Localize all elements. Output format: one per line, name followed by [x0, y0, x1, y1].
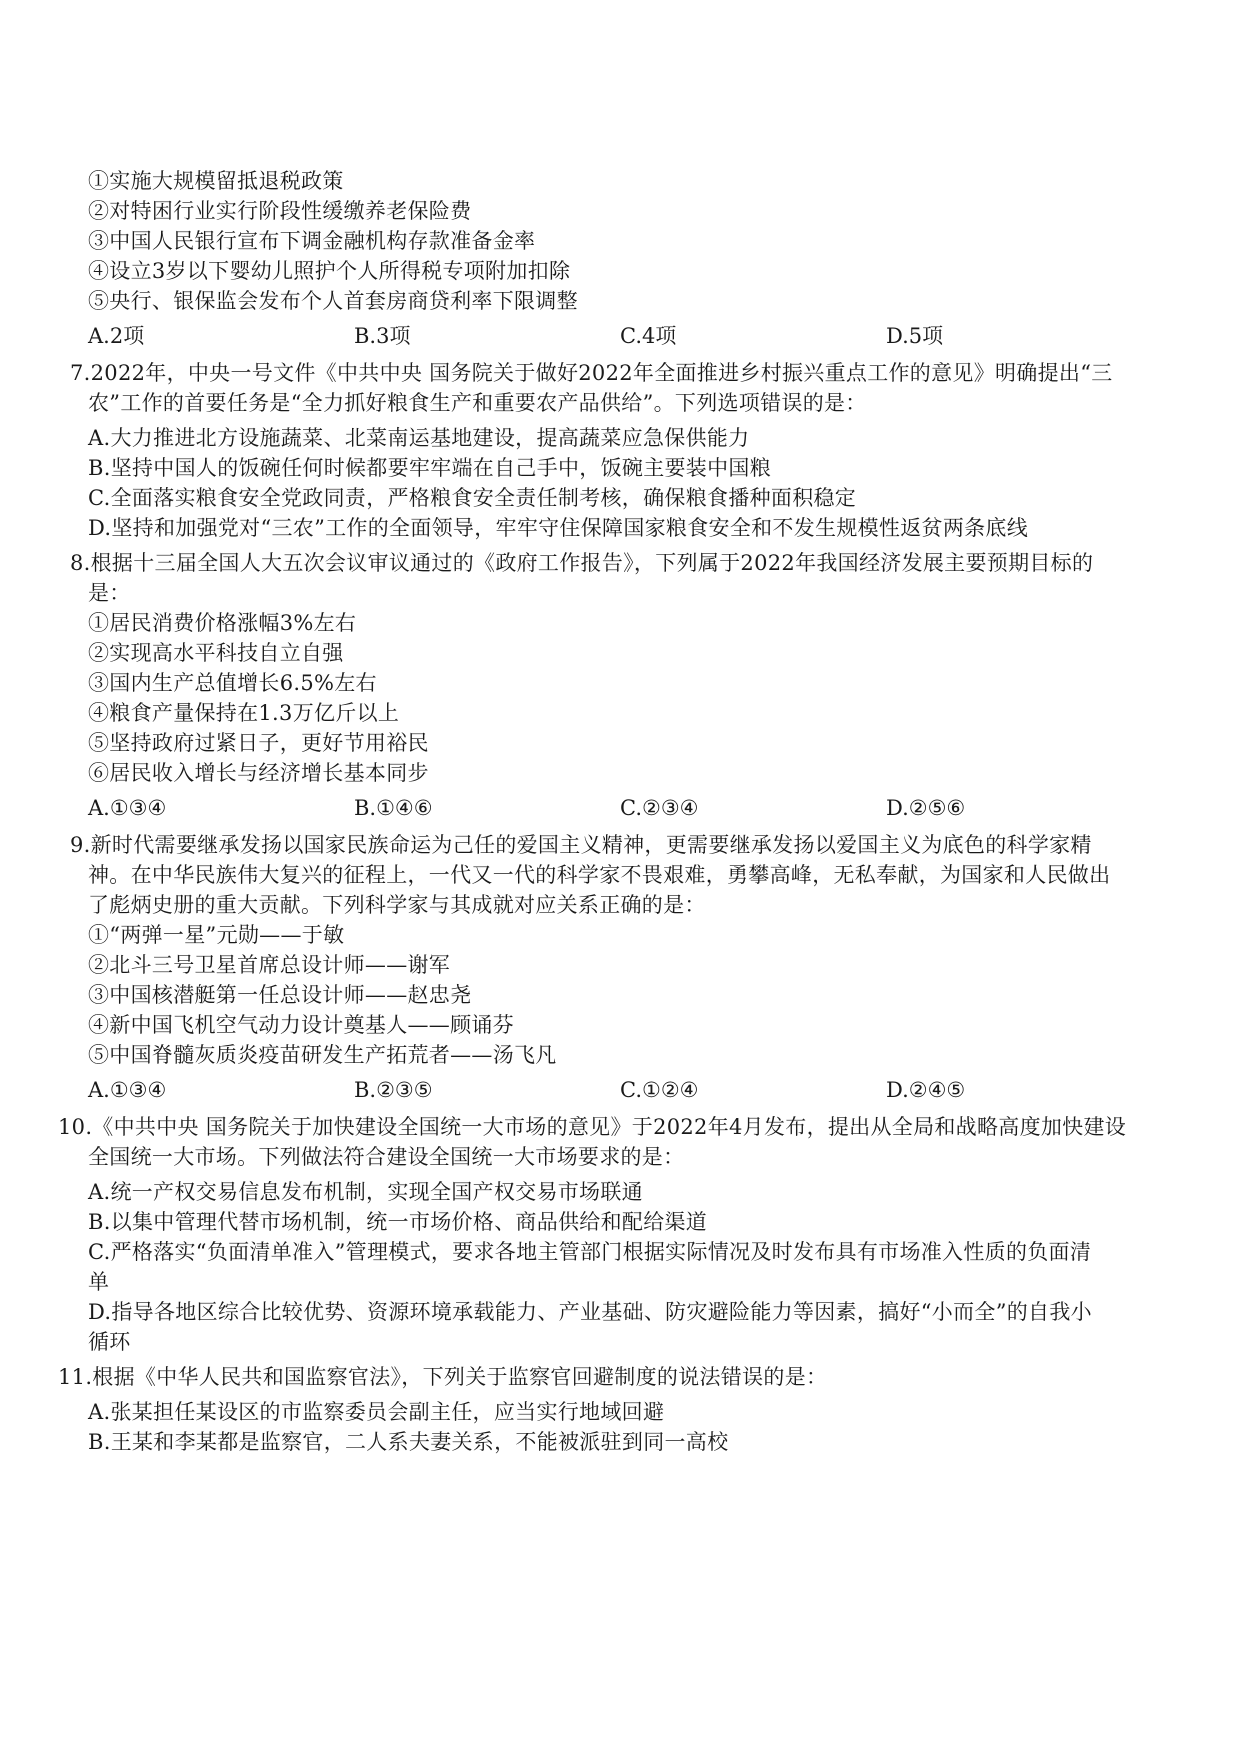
q8-option-a: A.①③④ — [88, 796, 167, 820]
q7-stem-line-1: 7.2022年，中央一号文件《中共中央 国务院关于做好2022年全面推进乡村振兴重点工作的意见》明确提出“三 — [70, 361, 1113, 385]
q10-option-b: B.以集中管理代替市场机制，统一市场价格、商品供给和配给渠道 — [88, 1210, 708, 1234]
q11-option-b: B.王某和李某都是监察官，二人系夫妻关系，不能被派驻到同一高校 — [88, 1430, 729, 1454]
q7-option-a: A.大力推进北方设施蔬菜、北菜南运基地建设，提高蔬菜应急保供能力 — [88, 426, 750, 450]
q8-item-1: ①居民消费价格涨幅3%左右 — [88, 611, 357, 635]
q6-option-d: D.5项 — [886, 324, 944, 348]
q7-stem-line-2: 农”工作的首要任务是“全力抓好粮食生产和重要农产品供给”。下列选项错误的是： — [88, 391, 867, 415]
q10-stem-line-2: 全国统一大市场。下列做法符合建设全国统一大市场要求的是： — [88, 1145, 685, 1169]
q9-item-4: ④新中国飞机空气动力设计奠基人——顾诵芬 — [88, 1013, 514, 1037]
q8-item-2: ②实现高水平科技自立自强 — [88, 641, 344, 665]
q6-item-1: ①实施大规模留抵退税政策 — [88, 169, 344, 193]
q8-item-3: ③国内生产总值增长6.5%左右 — [88, 671, 377, 695]
q7-option-c: C.全面落实粮食安全党政同责，严格粮食安全责任制考核，确保粮食播种面积稳定 — [88, 486, 857, 510]
q8-item-6: ⑥居民收入增长与经济增长基本同步 — [88, 761, 429, 785]
q9-item-5: ⑤中国脊髓灰质炎疫苗研发生产拓荒者——汤飞凡 — [88, 1043, 557, 1067]
q6-option-a: A.2项 — [88, 324, 145, 348]
q6-item-3: ③中国人民银行宣布下调金融机构存款准备金率 — [88, 229, 536, 253]
q6-item-5: ⑤央行、银保监会发布个人首套房商贷利率下限调整 — [88, 289, 578, 313]
q6-item-2: ②对特困行业实行阶段性缓缴养老保险费 — [88, 199, 472, 223]
q8-option-d: D.②⑤⑥ — [886, 796, 966, 820]
q9-option-b: B.②③⑤ — [354, 1078, 433, 1102]
q9-option-d: D.②④⑤ — [886, 1078, 966, 1102]
q9-stem-line-3: 了彪炳史册的重大贡献。下列科学家与其成就对应关系正确的是： — [88, 893, 706, 917]
q10-stem-line-1: 10.《中共中央 国务院关于加快建设全国统一大市场的意见》于2022年4月发布，提出从全局和战略高度加快建设 — [58, 1115, 1127, 1139]
q9-item-3: ③中国核潜艇第一任总设计师——赵忠尧 — [88, 983, 472, 1007]
q10-option-c-line-2: 单 — [88, 1270, 110, 1294]
q8-option-b: B.①④⑥ — [354, 796, 433, 820]
q6-option-b: B.3项 — [354, 324, 411, 348]
q9-option-a: A.①③④ — [88, 1078, 167, 1102]
q6-item-4: ④设立3岁以下婴幼儿照护个人所得税专项附加扣除 — [88, 259, 571, 283]
q9-stem-line-1: 9.新时代需要继承发扬以国家民族命运为己任的爱国主义精神，更需要继承发扬以爱国主义为底色的科学家精 — [70, 833, 1092, 857]
q9-item-2: ②北斗三号卫星首席总设计师——谢军 — [88, 953, 451, 977]
q8-stem-line-2: 是： — [88, 581, 131, 605]
q11-stem-line-1: 11.根据《中华人民共和国监察官法》，下列关于监察官回避制度的说法错误的是： — [58, 1365, 828, 1389]
q9-item-1: ①“两弹一星”元勋——于敏 — [88, 923, 345, 947]
q6-option-c: C.4项 — [620, 324, 677, 348]
q8-item-4: ④粮食产量保持在1.3万亿斤以上 — [88, 701, 400, 725]
q10-option-d-line-1: D.指导各地区综合比较优势、资源环境承载能力、产业基础、防灾避险能力等因素，搞好“小而全”的自我小 — [88, 1300, 1092, 1324]
q8-item-5: ⑤坚持政府过紧日子，更好节用裕民 — [88, 731, 429, 755]
q9-stem-line-2: 神。在中华民族伟大复兴的征程上，一代又一代的科学家不畏艰难，勇攀高峰，无私奉献，为国家和人民做出 — [88, 863, 1111, 887]
q7-option-b: B.坚持中国人的饭碗任何时候都要牢牢端在自己手中，饭碗主要装中国粮 — [88, 456, 772, 480]
q8-option-c: C.②③④ — [620, 796, 699, 820]
q10-option-c-line-1: C.严格落实“负面清单准入”管理模式，要求各地主管部门根据实际情况及时发布具有市场准入性质的负面清 — [88, 1240, 1092, 1264]
q10-option-a: A.统一产权交易信息发布机制，实现全国产权交易市场联通 — [88, 1180, 643, 1204]
q7-option-d: D.坚持和加强党对“三农”工作的全面领导，牢牢守住保障国家粮食安全和不发生规模性返贫两条底线 — [88, 516, 1029, 540]
q11-option-a: A.张某担任某设区的市监察委员会副主任，应当实行地域回避 — [88, 1400, 665, 1424]
q10-option-d-line-2: 循环 — [88, 1330, 131, 1354]
q9-option-c: C.①②④ — [620, 1078, 699, 1102]
q8-stem-line-1: 8.根据十三届全国人大五次会议审议通过的《政府工作报告》，下列属于2022年我国经济发展主要预期目标的 — [70, 551, 1094, 575]
